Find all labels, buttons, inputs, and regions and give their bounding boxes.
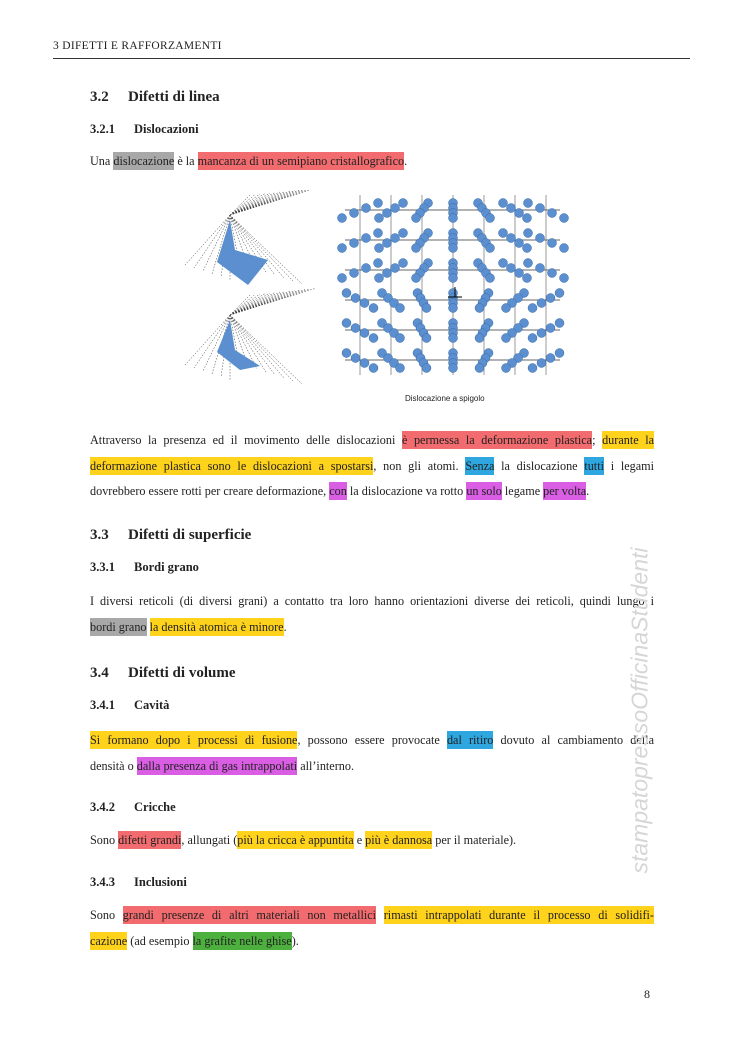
atom [360, 329, 369, 338]
atom [342, 289, 351, 298]
section-heading [90, 665, 235, 682]
atom [502, 364, 511, 373]
atom [362, 264, 371, 273]
text-run: legame [501, 484, 544, 498]
lattice-line [230, 193, 275, 216]
lattice-line [230, 294, 260, 315]
subsection-title: Dislocazioni [134, 122, 199, 136]
lattice-line [230, 315, 302, 384]
text-line [90, 589, 654, 615]
highlight-yellow: cazione [90, 933, 128, 948]
section-heading [90, 89, 220, 106]
atom [449, 334, 458, 343]
subsection-number: 3.4.3 [90, 875, 115, 889]
atom [528, 334, 537, 343]
highlight-yellow: Si formano dopo i processi di fusione [90, 733, 298, 747]
atom [422, 364, 431, 373]
atom [449, 214, 458, 223]
atom [528, 364, 537, 373]
atom [548, 269, 557, 278]
highlight-yellow: più è dannosa [365, 833, 433, 847]
atom [391, 234, 400, 243]
lattice-line [230, 290, 300, 315]
text-run: la dislocazione va rotto [346, 484, 467, 498]
figure-caption: Dislocazione a spigolo [405, 394, 485, 403]
atom [546, 294, 555, 303]
atom [475, 364, 484, 373]
highlight-yellow: la densità atomica è minore [149, 619, 284, 634]
text-run: . [404, 154, 408, 168]
text-line [90, 615, 654, 641]
highlight-gray: bordi grano [90, 619, 147, 634]
atom [396, 334, 405, 343]
text-line [90, 828, 654, 854]
text-line [90, 428, 654, 454]
atom [548, 209, 557, 218]
text-run: ; [592, 433, 603, 447]
atom [499, 199, 508, 208]
atom [499, 229, 508, 238]
atom [342, 349, 351, 358]
page-number: 8 [644, 987, 650, 1001]
subsection-number: 3.4.2 [90, 800, 115, 814]
atom [560, 244, 569, 253]
atom [399, 199, 408, 208]
atom [449, 274, 458, 283]
atom [338, 244, 347, 253]
lattice-line [230, 194, 260, 215]
lattice-line [230, 292, 285, 316]
atom [396, 364, 405, 373]
text-run: dovuto al cambiamento della [493, 733, 654, 747]
atom [523, 244, 532, 253]
atom [369, 304, 378, 313]
lattice-line [230, 315, 284, 378]
highlight-magenta: per volta [543, 484, 587, 498]
atom [412, 214, 421, 223]
section-title: Difetti di superficie [128, 527, 252, 543]
atom [412, 274, 421, 283]
text-run: Attraverso la presenza ed il movimento delle dislocazioni [90, 433, 402, 447]
text-line [90, 903, 654, 929]
lattice-line [230, 192, 280, 215]
section-heading [90, 527, 251, 544]
atom [383, 269, 392, 278]
paragraph [90, 728, 654, 779]
text-run: Sono [90, 833, 119, 847]
atom [475, 304, 484, 313]
text-run: , non gli atomi. [373, 458, 466, 473]
atom [351, 294, 360, 303]
atom [507, 204, 516, 213]
paragraph [90, 903, 654, 954]
atom [515, 209, 524, 218]
text-line [90, 929, 654, 955]
atom [374, 259, 383, 268]
highlight-red: è permessa la deformazione plastica [401, 433, 593, 447]
text-run: all’interno. [297, 758, 354, 773]
lattice-line [230, 194, 265, 216]
highlight-magenta: con [329, 484, 347, 498]
atom [351, 324, 360, 333]
lattice-line [230, 292, 280, 315]
atom [412, 244, 421, 253]
atom [374, 199, 383, 208]
atom [537, 299, 546, 308]
highlight-blue: dal ritiro [446, 733, 494, 747]
atom [383, 239, 392, 248]
text-run: . [586, 484, 590, 498]
atom [360, 359, 369, 368]
subsection-title: Cricche [134, 800, 176, 814]
text-run: è la [174, 154, 198, 168]
subsection-heading [90, 560, 199, 575]
lattice-line [230, 293, 275, 316]
subsection-heading [90, 800, 176, 815]
subsection-number: 3.2.1 [90, 122, 115, 136]
text-line [90, 479, 654, 505]
text-run: I diversi reticoli (di diversi grani) a contatto tra loro hanno orientazioni diverse dei reticoli, quindi lungo i [90, 594, 654, 608]
subsection-number: 3.3.1 [90, 560, 115, 574]
atom [523, 274, 532, 283]
atom [502, 334, 511, 343]
atom [338, 214, 347, 223]
atom [422, 304, 431, 313]
lattice-line [230, 293, 270, 315]
atom [537, 359, 546, 368]
subsection-heading [90, 698, 169, 713]
atom [362, 204, 371, 213]
atom [524, 199, 533, 208]
atom [507, 234, 516, 243]
text-line [90, 754, 654, 780]
highlight-gray: dislocazione [113, 154, 175, 168]
dislocation-figure [180, 190, 570, 395]
header-rule [53, 58, 690, 59]
highlight-red: grandi presenze di altri materiali non metallici [122, 908, 377, 922]
atom [524, 229, 533, 238]
lattice-line [230, 193, 270, 215]
atom [342, 319, 351, 328]
highlight-blue: tutti [584, 458, 604, 473]
highlight-yellow: rimasti intrappolati durante il processo di solidifi- [383, 908, 654, 922]
highlight-blue: Senza [465, 458, 495, 473]
atom [449, 364, 458, 373]
atom [546, 324, 555, 333]
subsection-number: 3.4.1 [90, 698, 115, 712]
text-run: dovrebbero essere rotti per creare deformazione, [90, 484, 330, 498]
text-run: Una [90, 154, 114, 168]
section-title: Difetti di linea [128, 89, 220, 105]
subsection-title: Bordi grano [134, 560, 199, 574]
atom [351, 354, 360, 363]
text-line [90, 454, 654, 480]
lattice-line [230, 195, 255, 216]
atom [422, 334, 431, 343]
atom [362, 234, 371, 243]
atom [523, 214, 532, 223]
atom [449, 244, 458, 253]
text-line [90, 149, 654, 175]
lattice-line [230, 190, 305, 215]
atom [350, 239, 359, 248]
subsection-title: Cavità [134, 698, 170, 712]
atom [391, 204, 400, 213]
text-run: , allungati ( [181, 833, 238, 847]
lattice-line [230, 290, 305, 316]
atom [502, 304, 511, 313]
atom [369, 334, 378, 343]
text-run: ). [291, 933, 299, 948]
highlight-magenta: un solo [466, 484, 502, 498]
text-run: i legami [603, 458, 654, 473]
subsection-heading [90, 875, 187, 890]
atom [536, 234, 545, 243]
highlight-yellow: durante la [602, 433, 655, 447]
highlight-yellow: più la cricca è appuntita [237, 833, 354, 847]
text-run: densità o [90, 758, 137, 773]
atom [350, 209, 359, 218]
atom [375, 274, 384, 283]
section-number: 3.4 [90, 665, 109, 681]
atom [369, 364, 378, 373]
subsection-heading [90, 122, 199, 137]
atom [375, 214, 384, 223]
highlight-magenta: dalla presenza di gas intrappolati [136, 758, 298, 773]
paragraph [90, 428, 654, 505]
atom [486, 244, 495, 253]
watermark: stampatopressoOfficinaStudenti [626, 547, 653, 874]
text-run: Sono [90, 908, 123, 922]
paragraph [90, 828, 654, 854]
paragraph [90, 149, 654, 175]
atom [449, 304, 458, 313]
section-number: 3.3 [90, 527, 109, 543]
lattice-line [230, 289, 315, 316]
atom [524, 259, 533, 268]
lattice-line [230, 190, 300, 215]
atom [475, 334, 484, 343]
lattice-line [230, 295, 255, 316]
highlight-green: la grafite nelle ghise [192, 933, 292, 948]
atom [486, 214, 495, 223]
atom [537, 329, 546, 338]
section-title: Difetti di volume [128, 665, 236, 681]
highlight-yellow: deformazione plastica sono le dislocazioni a spostarsi [90, 458, 374, 473]
atom [499, 259, 508, 268]
lattice-line [230, 192, 285, 216]
atom [528, 304, 537, 313]
atom [399, 259, 408, 268]
atom [350, 269, 359, 278]
subsection-title: Inclusioni [134, 875, 187, 889]
atom [555, 319, 564, 328]
atom [548, 239, 557, 248]
text-run: e [353, 833, 366, 847]
running-header: 3 DIFETTI E RAFFORZAMENTI [53, 40, 222, 52]
atom [560, 274, 569, 283]
highlight-red: difetti grandi [118, 833, 182, 847]
atom [338, 274, 347, 283]
atom [383, 209, 392, 218]
text-run: , possono essere provocate [297, 733, 447, 747]
text-run: per il materiale). [432, 833, 517, 847]
atom [555, 289, 564, 298]
atom [374, 229, 383, 238]
section-number: 3.2 [90, 89, 109, 105]
atom [360, 299, 369, 308]
atom [536, 204, 545, 213]
atom [515, 239, 524, 248]
atom [375, 244, 384, 253]
atom [536, 264, 545, 273]
text-run: la dislocazione [494, 458, 585, 473]
atom [546, 354, 555, 363]
text-run: (ad esempio [127, 933, 193, 948]
highlight-red: mancanza di un semipiano cristallografico [197, 154, 405, 168]
paragraph [90, 589, 654, 640]
atom [391, 264, 400, 273]
atom [486, 274, 495, 283]
atom [560, 214, 569, 223]
text-line [90, 728, 654, 754]
extra-halfplane [217, 320, 260, 370]
lattice-line [230, 294, 265, 316]
atom [396, 304, 405, 313]
atom [515, 269, 524, 278]
text-run: . [283, 619, 287, 634]
atom [555, 349, 564, 358]
text-run [376, 908, 384, 922]
atom [507, 264, 516, 273]
lattice-line [230, 190, 315, 215]
atom [399, 229, 408, 238]
lattice-line [230, 315, 293, 381]
